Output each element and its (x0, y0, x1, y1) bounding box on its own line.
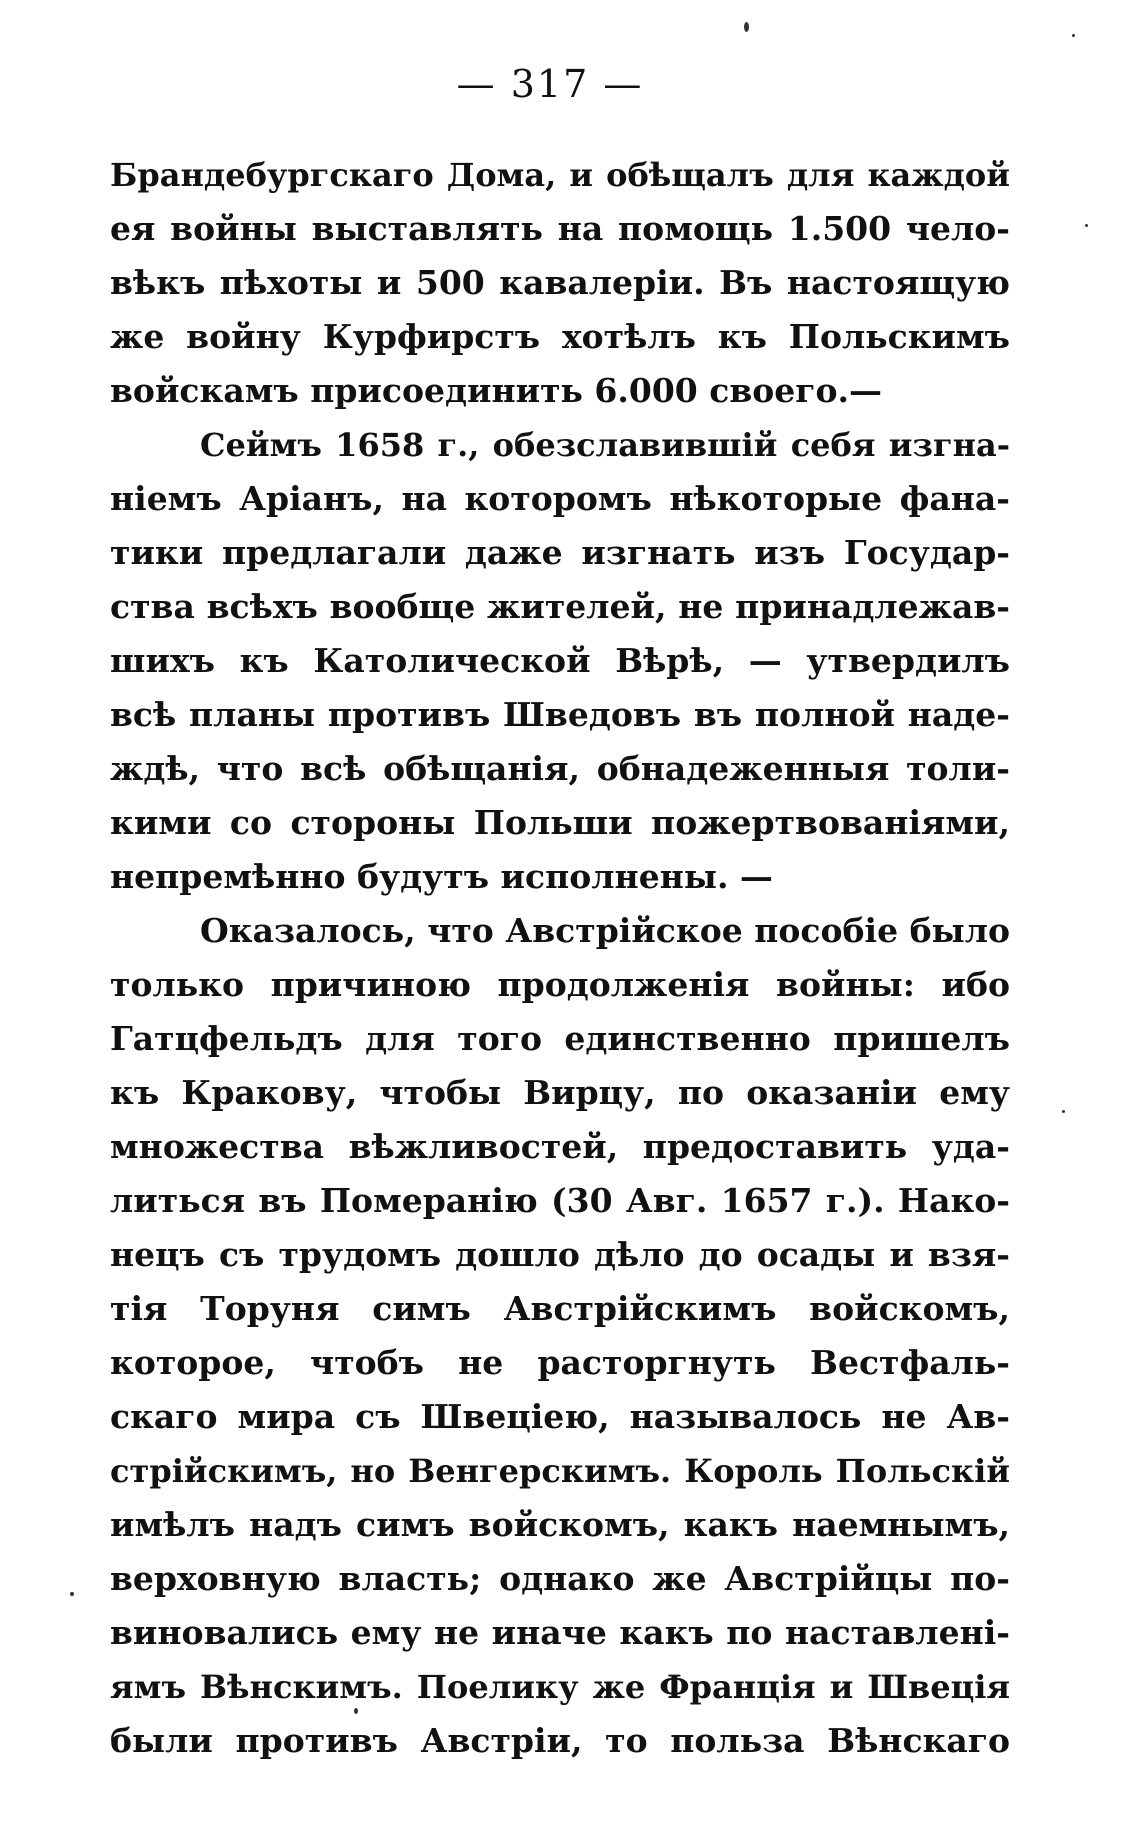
scan-speck (70, 1592, 74, 1596)
text-line: ея войны выставлять на помощь 1.500 чело- (110, 209, 1010, 248)
paragraph (110, 418, 1010, 904)
text-line: верховную власть; однако же Австрійцы по- (110, 1559, 1010, 1598)
text-line: войскамъ присоединить 6.000 своего.— (110, 371, 883, 410)
text-line: нецъ съ трудомъ дошло дѣло до осады и взя- (110, 1235, 1010, 1274)
text-line: ждѣ, что всѣ обѣщанія, обнадеженныя толи- (110, 749, 1010, 788)
text-line: ніемъ Аріанъ, на которомъ нѣкоторые фана- (110, 479, 1010, 518)
text-line: ямъ Вѣнскимъ. Поелику же Франція и Швеція (110, 1668, 1010, 1706)
text-line: непремѣнно будутъ исполнены. — (110, 857, 773, 896)
scan-speck (354, 1708, 358, 1714)
text-line: виновались ему не иначе какъ по наставлені- (110, 1613, 1010, 1652)
text-line: же войну Курфирстъ хотѣлъ къ Польскимъ (110, 317, 1010, 356)
text-line: къ Кракову, чтобы Вирцу, по оказаніи ему (110, 1073, 1010, 1112)
text-line: были противъ Австріи, то польза Вѣнскаго (110, 1721, 1010, 1760)
text-line: Брандебургскаго Дома, и обѣщалъ для каждой (110, 156, 1010, 194)
paragraph (110, 148, 1010, 418)
text-line: только причиною продолженія войны: ибо (110, 965, 1010, 1004)
text-line: Гатцфельдъ для того единственно пришелъ (110, 1019, 1010, 1058)
text-line: кими со стороны Польши пожертвованіями, (110, 803, 1010, 842)
text-line: литься въ Померанію (30 Авг. 1657 г.). Нако- (110, 1181, 1010, 1220)
text-line: тія Торуня симъ Австрійскимъ войскомъ, (110, 1289, 1010, 1328)
scan-speck (1085, 224, 1088, 227)
text-line: скаго мира съ Швеціею, называлось не Ав- (110, 1397, 1010, 1436)
scan-speck (1072, 34, 1075, 37)
text-line: тики предлагали даже изгнать изъ Государ- (110, 533, 1010, 572)
text-line: Оказалось, что Австрійское пособіе было (200, 911, 1010, 950)
paragraph (110, 904, 1010, 1768)
text-line: которое, чтобъ не расторгнуть Вестфаль- (110, 1343, 1010, 1382)
text-line: всѣ планы противъ Шведовъ въ полной наде- (110, 695, 1010, 734)
text-line: имѣлъ надъ симъ войскомъ, какъ наемнымъ, (110, 1505, 1010, 1544)
page-number: — 317 — (456, 62, 644, 106)
text-line: множества вѣжливостей, предоставить уда- (110, 1127, 1010, 1166)
body-text (110, 148, 1010, 1768)
text-line: Сеймъ 1658 г., обезславившій себя изгна- (200, 426, 1010, 464)
text-line: вѣкъ пѣхоты и 500 кавалеріи. Въ настоящую (110, 263, 1010, 302)
scan-speck (744, 22, 749, 32)
text-line: стрійскимъ, но Венгерскимъ. Король Польскій (110, 1452, 1010, 1490)
scan-speck (1062, 1110, 1065, 1113)
text-line: шихъ къ Католической Вѣрѣ, — утвердилъ (110, 641, 1010, 680)
text-line: ства всѣхъ вообще жителей, не принадлежав- (110, 587, 1010, 626)
